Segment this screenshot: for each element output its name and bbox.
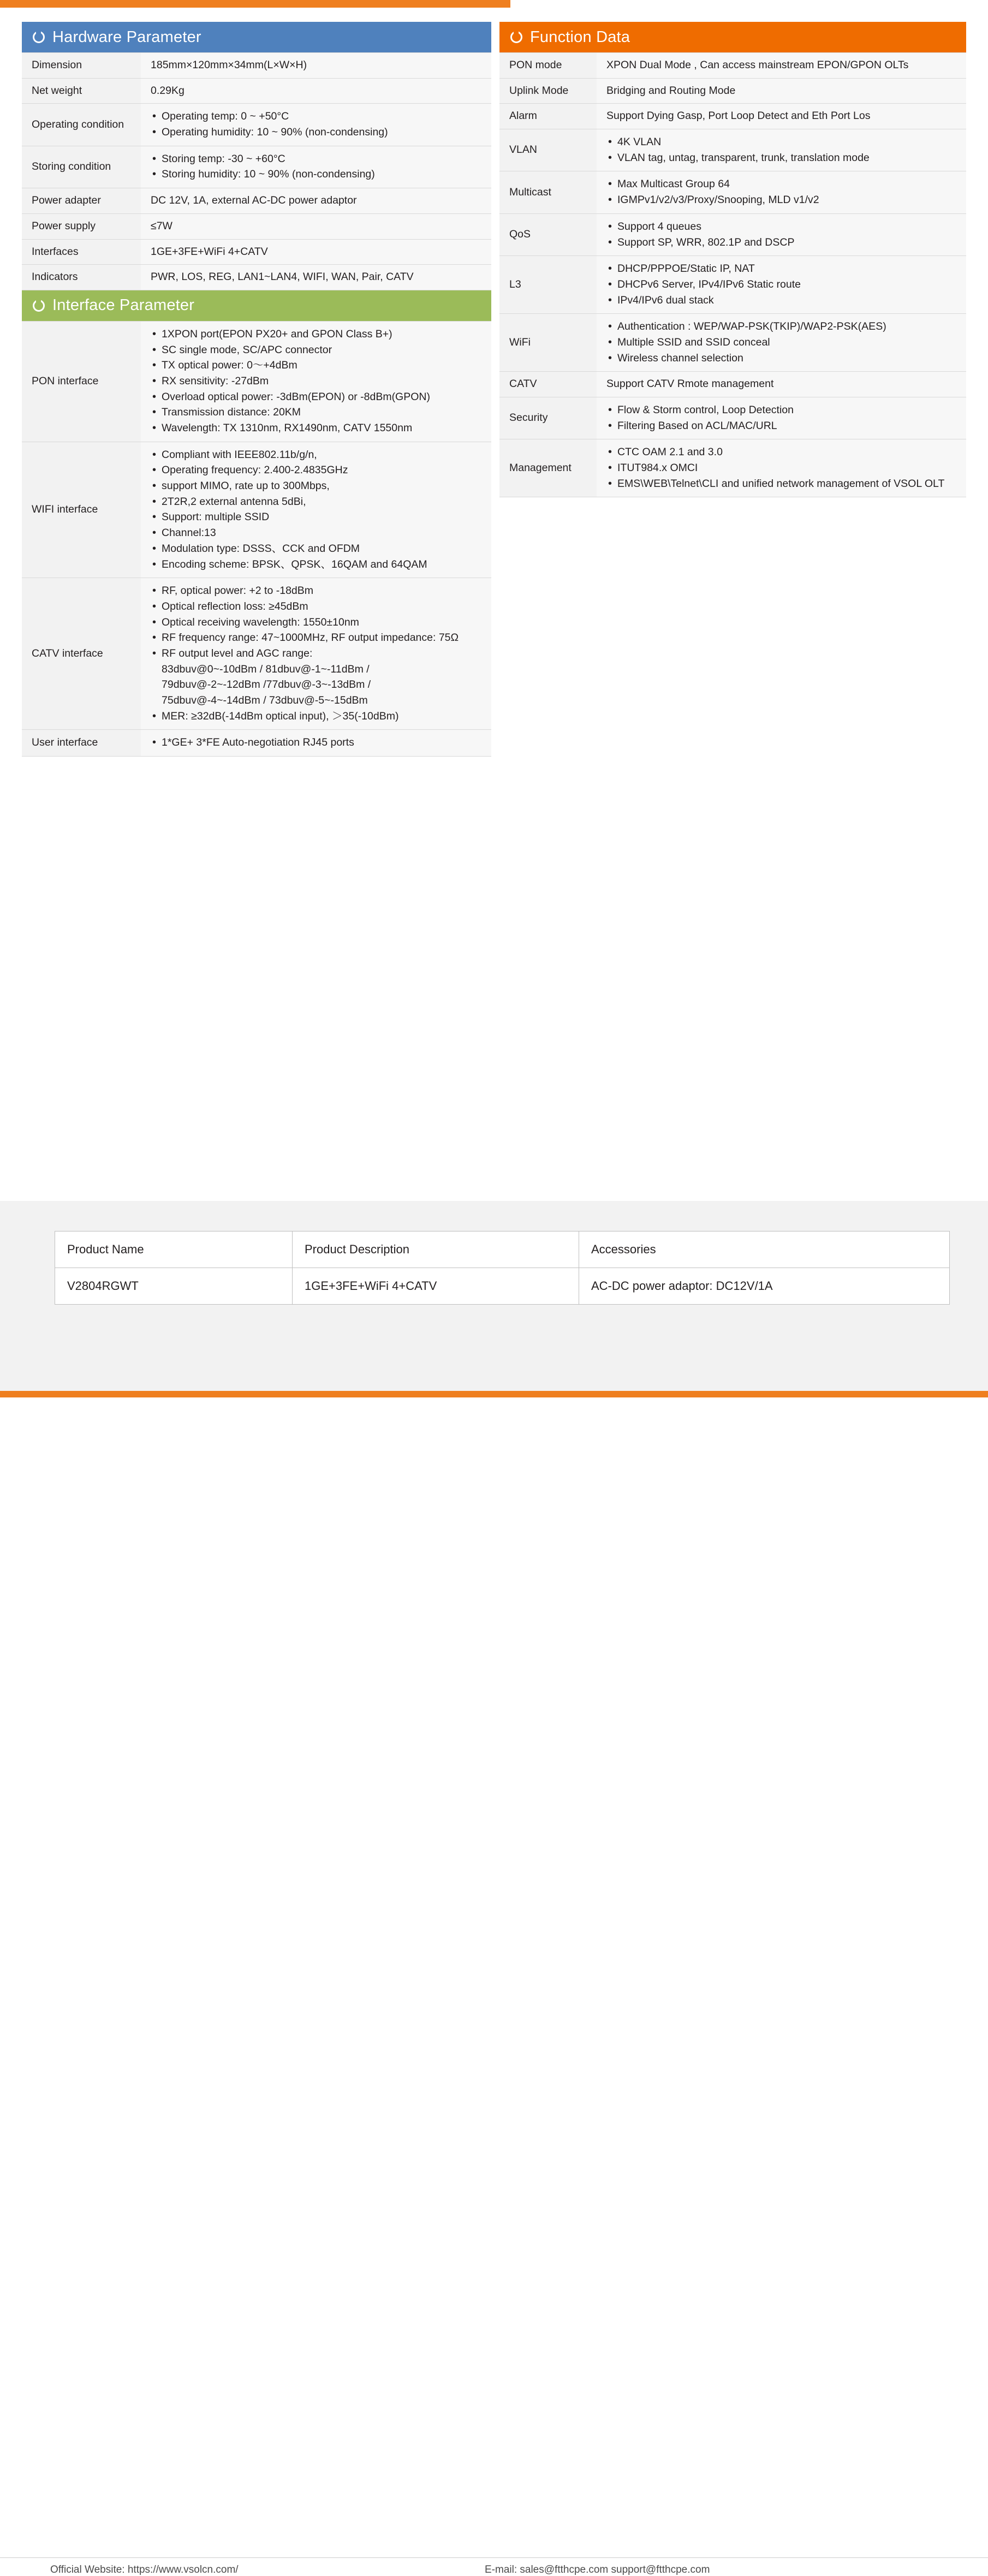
power-circle-icon — [33, 300, 45, 312]
row-value — [597, 78, 966, 104]
list-item: • Compliant with IEEE802.11b/g/n, — [151, 448, 484, 463]
row-value — [141, 53, 491, 79]
row-value — [141, 213, 491, 239]
value-line: 185mm×120mm×34mm(L×W×H) — [151, 59, 307, 71]
row-label: Storing condition — [22, 146, 141, 188]
list-item: • Storing temp: -30 ~ +60°C — [151, 152, 484, 167]
function-data-header — [499, 22, 966, 52]
list-item: 75dbuv@-4~-14dBm / 73dbuv@-5~-15dBm — [162, 694, 368, 706]
value-line: Support Dying Gasp, Port Loop Detect and Eth Port Los — [606, 110, 871, 122]
power-circle-icon — [33, 31, 45, 43]
list-item: • RX sensitivity: -27dBm — [151, 374, 484, 389]
list-item: • IPv4/IPv6 dual stack — [606, 293, 959, 308]
value-list — [151, 735, 484, 751]
row-label: Alarm — [499, 104, 597, 129]
value-list — [606, 219, 959, 250]
hardware-parameter-table — [22, 52, 491, 290]
value-list — [606, 177, 959, 207]
ordering-inner — [55, 1231, 950, 1305]
table-row — [22, 213, 491, 239]
row-label: Security — [499, 397, 597, 439]
table-row — [22, 265, 491, 290]
list-item: • ITUT984.x OMCI — [606, 461, 959, 476]
list-item: • TX optical power: 0～+4dBm — [151, 358, 484, 373]
table-row — [499, 439, 966, 497]
table-cell: V2804RGWT — [55, 1268, 293, 1305]
row-label: WiFi — [499, 314, 597, 372]
product-table — [55, 1231, 950, 1305]
list-item: • Wavelength: TX 1310nm, RX1490nm, CATV 1550nm — [151, 421, 484, 436]
table-row — [499, 397, 966, 439]
row-value — [597, 314, 966, 372]
table-cell: 1GE+3FE+WiFi 4+CATV — [293, 1268, 579, 1305]
column-header: Accessories — [579, 1232, 950, 1268]
row-label: PON mode — [499, 53, 597, 79]
list-item: • Optical reflection loss: ≥45dBm — [151, 599, 484, 615]
row-value — [141, 78, 491, 104]
list-item: • Wireless channel selection — [606, 351, 959, 366]
table-row — [499, 78, 966, 104]
value-list — [151, 109, 484, 140]
row-label: Power adapter — [22, 188, 141, 214]
list-item: • DHCP/PPPOE/Static IP, NAT — [606, 261, 959, 277]
row-label: Management — [499, 439, 597, 497]
list-item: • RF frequency range: 47~1000MHz, RF output impedance: 75Ω — [151, 630, 484, 646]
list-item: • RF output level and AGC range: — [151, 646, 484, 662]
interface-parameter-table — [22, 321, 491, 757]
list-item: • Authentication : WEP/WAP-PSK(TKIP)/WAP2-PSK(AES) — [606, 319, 959, 335]
interface-parameter-header — [22, 290, 491, 321]
top-accent-bar — [0, 0, 510, 8]
table-row — [499, 213, 966, 255]
row-value — [597, 104, 966, 129]
list-item: • VLAN tag, untag, transparent, trunk, translation mode — [606, 151, 959, 166]
section-title: Hardware Parameter — [52, 28, 201, 46]
list-item: • 4K VLAN — [606, 135, 959, 150]
list-item: 83dbuv@0~-10dBm / 81dbuv@-1~-11dBm / — [162, 663, 370, 675]
column-header: Product Description — [293, 1232, 579, 1268]
list-item: • CTC OAM 2.1 and 3.0 — [606, 445, 959, 460]
row-value — [141, 442, 491, 578]
column-header: Product Name — [55, 1232, 293, 1268]
table-row — [22, 104, 491, 146]
table-row — [22, 53, 491, 79]
bottom-accent-bar — [0, 1391, 988, 1397]
row-label: Uplink Mode — [499, 78, 597, 104]
list-item: • MER: ≥32dB(-14dBm optical input), ＞35(-10dBm) — [151, 709, 484, 724]
row-value — [141, 265, 491, 290]
row-label: Multicast — [499, 171, 597, 213]
list-item: • Operating humidity: 10 ~ 90% (non-condensing) — [151, 125, 484, 140]
value-line: 1GE+3FE+WiFi 4+CATV — [151, 245, 268, 258]
value-line: ≤7W — [151, 219, 172, 232]
value-line: Bridging and Routing Mode — [606, 84, 736, 97]
table-row — [499, 53, 966, 79]
value-list — [151, 584, 484, 724]
value-list — [151, 448, 484, 573]
row-label: Interfaces — [22, 239, 141, 265]
row-value — [597, 439, 966, 497]
list-item: • DHCPv6 Server, IPv4/IPv6 Static route — [606, 277, 959, 293]
row-label: Net weight — [22, 78, 141, 104]
list-item: 79dbuv@-2~-12dBm /77dbuv@-3~-13dBm / — [162, 679, 371, 691]
table-row — [22, 78, 491, 104]
list-item: • Filtering Based on ACL/MAC/URL — [606, 419, 959, 434]
table-row — [499, 256, 966, 314]
left-column — [0, 22, 491, 757]
list-item: • Overload optical power: -3dBm(EPON) or -8dBm(GPON) — [151, 390, 484, 405]
list-item: • Max Multicast Group 64 — [606, 177, 959, 192]
row-label: User interface — [22, 730, 141, 757]
list-item: • IGMPv1/v2/v3/Proxy/Snooping, MLD v1/v2 — [606, 193, 959, 208]
row-value — [141, 146, 491, 188]
row-value — [141, 578, 491, 730]
row-label: CATV — [499, 372, 597, 397]
row-value — [597, 129, 966, 171]
section-title: Function Data — [530, 28, 630, 46]
table-row — [22, 730, 491, 757]
value-line: 0.29Kg — [151, 84, 184, 97]
list-item: • Support: multiple SSID — [151, 510, 484, 525]
row-label: Dimension — [22, 53, 141, 79]
row-value — [141, 188, 491, 214]
list-item: • Operating frequency: 2.400-2.4835GHz — [151, 463, 484, 478]
value-list — [606, 403, 959, 433]
value-list — [606, 319, 959, 366]
value-line: DC 12V, 1A, external AC-DC power adaptor — [151, 194, 357, 207]
row-value — [597, 372, 966, 397]
list-item: • SC single mode, SC/APC connector — [151, 343, 484, 358]
row-value — [597, 256, 966, 314]
row-value — [597, 213, 966, 255]
table-row — [22, 578, 491, 730]
table-row — [22, 146, 491, 188]
row-value — [141, 730, 491, 757]
list-item: • Storing humidity: 10 ~ 90% (non-condensing) — [151, 167, 484, 182]
list-item: • Operating temp: 0 ~ +50°C — [151, 109, 484, 124]
value-list — [151, 152, 484, 182]
row-value — [597, 53, 966, 79]
table-row — [499, 372, 966, 397]
value-list — [151, 327, 484, 436]
row-label: Indicators — [22, 265, 141, 290]
right-column — [491, 22, 966, 497]
spec-content — [0, 22, 988, 757]
list-item: • 2T2R,2 external antenna 5dBi, — [151, 495, 484, 510]
list-item: • Support SP, WRR, 802.1P and DSCP — [606, 235, 959, 251]
section-title: Interface Parameter — [52, 296, 195, 314]
table-row — [22, 321, 491, 442]
value-list — [606, 261, 959, 308]
row-value — [141, 104, 491, 146]
table-row — [499, 129, 966, 171]
list-item: • 1*GE+ 3*FE Auto-negotiation RJ45 ports — [151, 735, 484, 751]
value-line: Support CATV Rmote management — [606, 378, 774, 390]
value-line: PWR, LOS, REG, LAN1~LAN4, WIFI, WAN, Pair, CATV — [151, 271, 414, 283]
table-row — [22, 188, 491, 214]
ordering-information-area — [0, 1201, 988, 2575]
row-label: Power supply — [22, 213, 141, 239]
row-label: L3 — [499, 256, 597, 314]
list-item: • support MIMO, rate up to 300Mbps, — [151, 479, 484, 494]
row-value — [141, 239, 491, 265]
list-item: • Support 4 queues — [606, 219, 959, 235]
list-item: • RF, optical power: +2 to -18dBm — [151, 584, 484, 599]
table-row — [22, 442, 491, 578]
contact-email[interactable]: E-mail: sales@ftthcpe.com support@ftthcpe.com — [485, 2564, 710, 2575]
footer-divider — [0, 2557, 988, 2558]
row-label: PON interface — [22, 321, 141, 442]
list-item: • Optical receiving wavelength: 1550±10nm — [151, 615, 484, 630]
table-row — [499, 171, 966, 213]
row-value — [597, 397, 966, 439]
list-item: • Encoding scheme: BPSK、QPSK、16QAM and 64QAM — [151, 557, 484, 573]
list-item: • Flow & Storm control, Loop Detection — [606, 403, 959, 418]
row-label: CATV interface — [22, 578, 141, 730]
table-row — [22, 239, 491, 265]
official-website[interactable]: Official Website: https://www.vsolcn.com/ — [50, 2564, 239, 2575]
list-item: • Channel:13 — [151, 526, 484, 541]
function-data-table — [499, 52, 966, 497]
table-row — [55, 1268, 950, 1305]
row-value — [141, 321, 491, 442]
list-item: • Multiple SSID and SSID conceal — [606, 335, 959, 350]
list-item: • EMS\WEB\Telnet\CLI and unified network management of VSOL OLT — [606, 477, 959, 492]
power-circle-icon — [510, 31, 522, 43]
value-list — [606, 135, 959, 165]
list-item: • 1XPON port(EPON PX20+ and GPON Class B+) — [151, 327, 484, 342]
value-line: XPON Dual Mode , Can access mainstream EPON/GPON OLTs — [606, 59, 909, 71]
list-item: • Modulation type: DSSS、CCK and OFDM — [151, 542, 484, 557]
value-list — [606, 445, 959, 491]
table-row — [499, 314, 966, 372]
table-header-row — [55, 1232, 950, 1268]
row-label: WIFI interface — [22, 442, 141, 578]
list-item: • Transmission distance: 20KM — [151, 405, 484, 420]
row-value — [597, 171, 966, 213]
table-cell: AC-DC power adaptor: DC12V/1A — [579, 1268, 950, 1305]
row-label: VLAN — [499, 129, 597, 171]
row-label: Operating condition — [22, 104, 141, 146]
table-row — [499, 104, 966, 129]
row-label: QoS — [499, 213, 597, 255]
hardware-parameter-header — [22, 22, 491, 52]
